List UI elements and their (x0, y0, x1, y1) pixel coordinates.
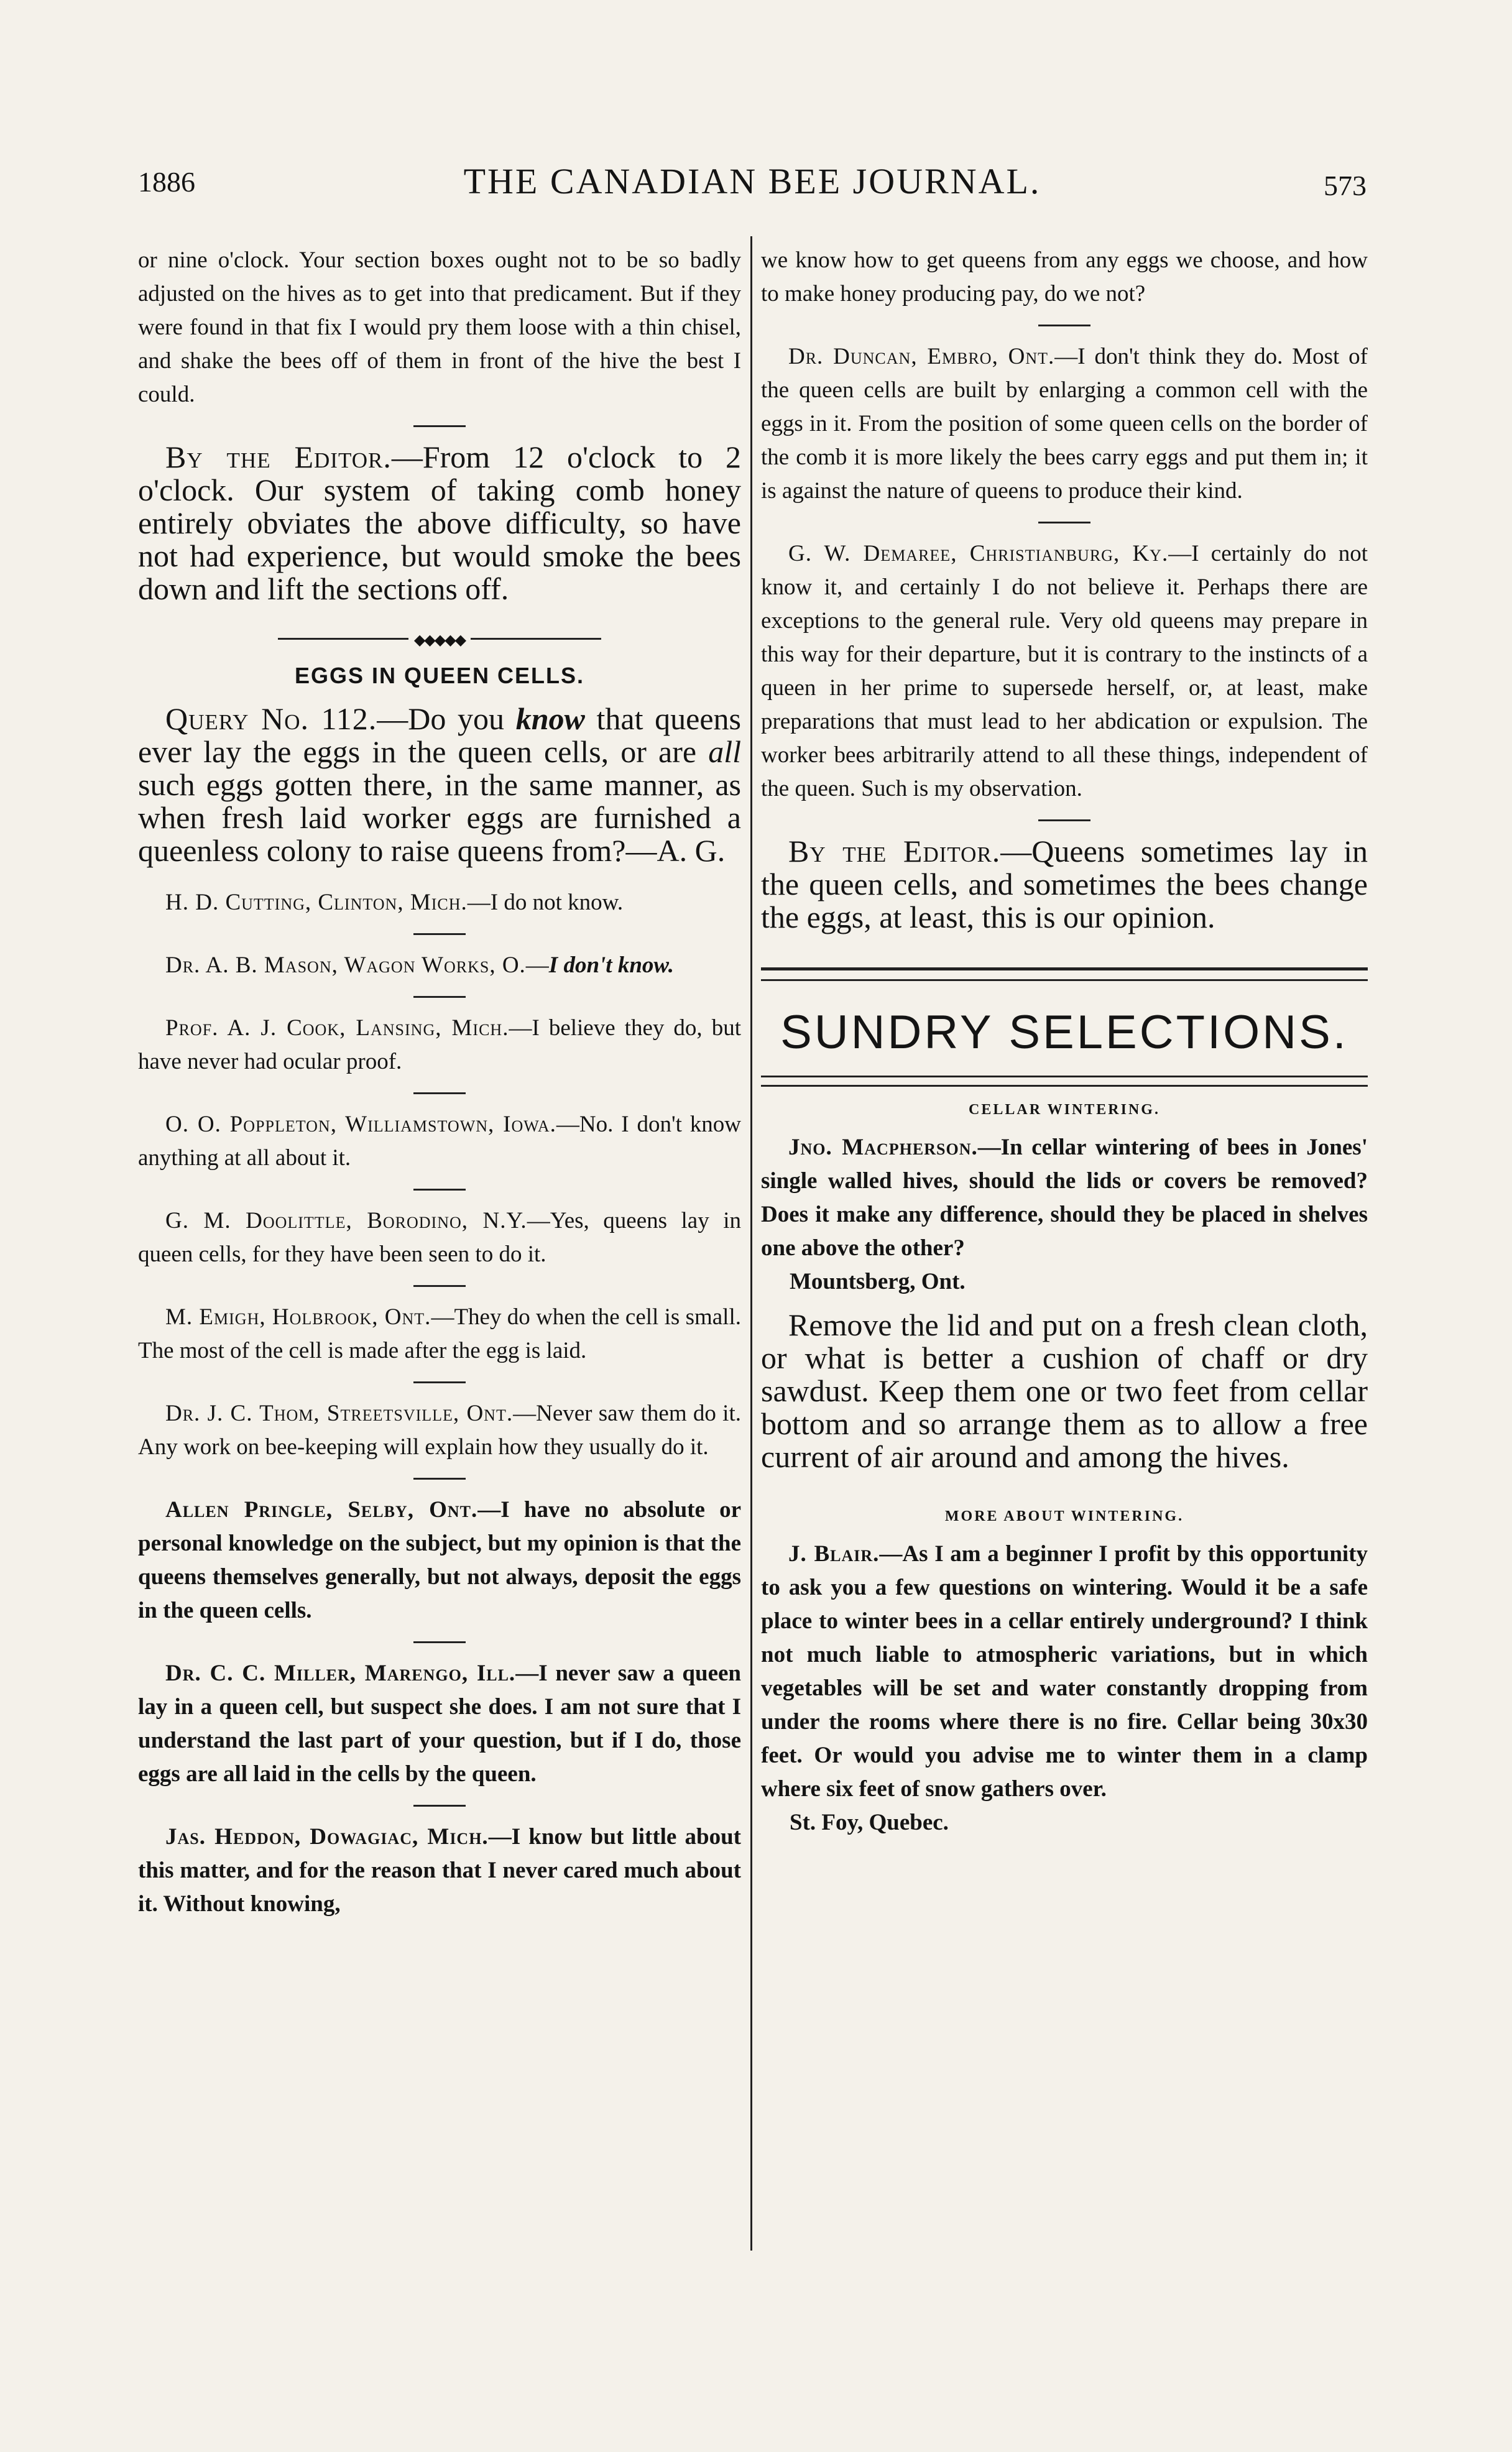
editor-reply: Remove the lid and put on a fresh clean cloth, or what is better a cushion of chaff or dry sawdust. Keep them one or two feet from cellar bottom and so arrange them as to allow a free current of air around and among the hives. (761, 1307, 1368, 1474)
answer-text: — (525, 952, 549, 978)
answer (138, 1493, 741, 1628)
subheading-cellar-wintering: CELLAR WINTERING. (969, 1102, 1160, 1118)
answer (138, 1012, 741, 1079)
separator-rule (413, 1381, 466, 1383)
answer-text: —Yes, queens lay in queen cells, for they have been seen to do it. (138, 1208, 741, 1267)
answer-text: —I have no absolute or personal knowledge on the subject, but my opinion is that the queens themselves generally, but not always, deposit the eggs in the queen cells. (138, 1497, 741, 1623)
sundry-selections-title: SUNDRY SELECTIONS. (780, 1006, 1348, 1059)
separator-rule (1038, 819, 1090, 821)
query-label: Query No. 112. (165, 701, 377, 736)
question-text: —As I am a beginner I profit by this opportunity to ask you a few questions on wintering. Would it be a safe place to winter bees in a cellar entirely underground? I think not much liable to atmospheric variations, but in which vegetables will be set and water constantly dropping from under the rooms where there is no fire. Cellar being 30x30 feet. Or would you advise me to winter them in a clamp where six feet of snow gathers over. (761, 1541, 1368, 1802)
question-text: —In cellar wintering of bees in Jones' single walled hives, should the lids or covers be removed? Does it make any difference, should they be placed in shelves one above the other? (761, 1135, 1368, 1261)
answer (138, 1301, 741, 1368)
answer-text: —No. I don't know anything at all about it. (138, 1112, 741, 1171)
question-place: St. Foy, Quebec. (790, 1810, 949, 1835)
column-divider (750, 236, 752, 2251)
answer-author: H. D. Cutting, Clinton, Mich. (165, 890, 468, 915)
left-column (138, 244, 741, 1921)
answer (761, 537, 1368, 806)
answer-author: Dr. C. C. Miller, Marengo, Ill. (165, 1661, 516, 1686)
query-emphasis: know (515, 701, 585, 736)
answer-author: Dr. J. C. Thom, Streetsville, Ont. (165, 1401, 514, 1426)
answer-author: Dr. Duncan, Embro, Ont. (788, 344, 1055, 369)
running-head (138, 160, 1367, 204)
editor-label: By the Editor. (165, 440, 392, 474)
query-part: such eggs gotten there, in the same manner, as when fresh laid worker eggs are furnished a queenless colony to raise queens from?—A. G. (138, 767, 741, 868)
answer-author: Jas. Heddon, Dowagiac, Mich. (165, 1824, 489, 1850)
answer-text: —Never saw them do it. Any work on bee-keeping will explain how they usually do it. (138, 1401, 741, 1460)
reader-question (761, 1131, 1368, 1265)
answer-text: —I certainly do not know it, and certainly I do not believe it. Perhaps there are exceptions to the general rule. Very old queens may prepare in this way for their departure, but it is contrary to the instincts of a queen in her prime to supersede herself, or, at least, make preparations that must lead to her abdication or expulsion. The worker bees arbitrarily attend to all these things, independent of the queen. Such is my observation. (761, 541, 1368, 801)
separator-rule (413, 1478, 466, 1480)
answer-text: —I never saw a queen lay in a queen cell, but suspect she does. I am not sure that I understand the last part of your question, but if I do, those eggs are all laid in the cells by the queen. (138, 1661, 741, 1787)
answer (138, 1397, 741, 1464)
answer-text: —I know but little about this matter, and for the reason that I never cared much about it. Without knowing, (138, 1824, 741, 1917)
answer (761, 340, 1368, 508)
separator-rule (413, 996, 466, 998)
right-column (761, 244, 1368, 1840)
answer-text: —I do not know. (467, 890, 624, 915)
answer (138, 949, 741, 982)
editor-note-2 (761, 835, 1368, 934)
answer-author: G. W. Demaree, Christianburg, Ky. (788, 541, 1169, 566)
answer-author: M. Emigh, Holbrook, Ont. (165, 1304, 431, 1330)
page-year: 1886 (138, 166, 195, 198)
double-rule (761, 967, 1368, 981)
query-emphasis: all (708, 734, 741, 769)
answer-text: —I don't think they do. Most of the queen cells are built by enlarging a common cell with the eggs in it. From the position of some queen cells on the border of the comb it is more likely the bees carry eggs and put them in; it is against the nature of queens to produce their kind. (761, 344, 1368, 504)
query-text (138, 703, 741, 867)
query-part: —Do you (377, 701, 516, 736)
previous-answer-continued: or nine o'clock. Your section boxes ought not to be so badly adjusted on the hives as to get into that predicament. But if they were found in that fix I would pry them loose with a thin chisel, and shake the bees off of them in front of the hive the best I could. (138, 247, 741, 407)
subheading-more-wintering: MORE ABOUT WINTERING. (944, 1508, 1184, 1524)
reader-question (761, 1537, 1368, 1806)
separator-rule (413, 1285, 466, 1287)
answer-continued: we know how to get queens from any eggs we choose, and how to make honey producing pay, do we not? (761, 247, 1368, 306)
separator-rule (1038, 325, 1090, 326)
answer (138, 1657, 741, 1791)
answer (138, 1820, 741, 1921)
editor-note-text: —From 12 o'clock to 2 o'clock. Our system of taking comb honey entirely obviates the above difficulty, so have not had experience, but would smoke the bees down and lift the sections off. (138, 440, 741, 606)
separator-rule (413, 1641, 466, 1643)
page-number: 573 (1324, 170, 1367, 201)
answer-emphasis: I don't know. (548, 952, 674, 978)
ornament-rule: ◆◆◆◆◆ (278, 630, 601, 648)
answer-text: —I believe they do, but have never had ocular proof. (138, 1015, 741, 1074)
answer-author: Dr. A. B. Mason, Wagon Works, O. (165, 952, 526, 978)
answer-author: O. O. Poppleton, Williamstown, Iowa. (165, 1112, 556, 1137)
editor-note-1 (138, 441, 741, 606)
question-author: Jno. Macpherson. (788, 1135, 978, 1160)
separator-rule (413, 425, 466, 427)
answer (138, 1108, 741, 1175)
editor-note-text: —Queens sometimes lay in the queen cells, and sometimes the bees change the eggs, at least, this is our opinion. (761, 834, 1368, 934)
answer-author: Allen Pringle, Selby, Ont. (165, 1497, 478, 1523)
answer-author: G. M. Doolittle, Borodino, N.Y. (165, 1208, 527, 1233)
editor-label: By the Editor. (788, 834, 1001, 869)
answer (138, 886, 741, 920)
separator-rule (413, 933, 466, 935)
separator-rule (413, 1092, 466, 1094)
question-place: Mountsberg, Ont. (790, 1269, 966, 1294)
answer-text: —They do when the cell is small. The most of the cell is made after the egg is laid. (138, 1304, 741, 1363)
answer (138, 1204, 741, 1271)
query-part: that queens ever lay the eggs in the queen cells, or are (138, 701, 742, 769)
section-heading: EGGS IN QUEEN CELLS. (294, 663, 585, 688)
journal-title: THE CANADIAN BEE JOURNAL. (463, 161, 1041, 201)
separator-rule (1038, 522, 1090, 523)
double-rule (761, 1076, 1368, 1087)
separator-rule (413, 1805, 466, 1807)
answer-author: Prof. A. J. Cook, Lansing, Mich. (165, 1015, 509, 1041)
question-author: J. Blair. (788, 1541, 880, 1567)
separator-rule (413, 1189, 466, 1191)
